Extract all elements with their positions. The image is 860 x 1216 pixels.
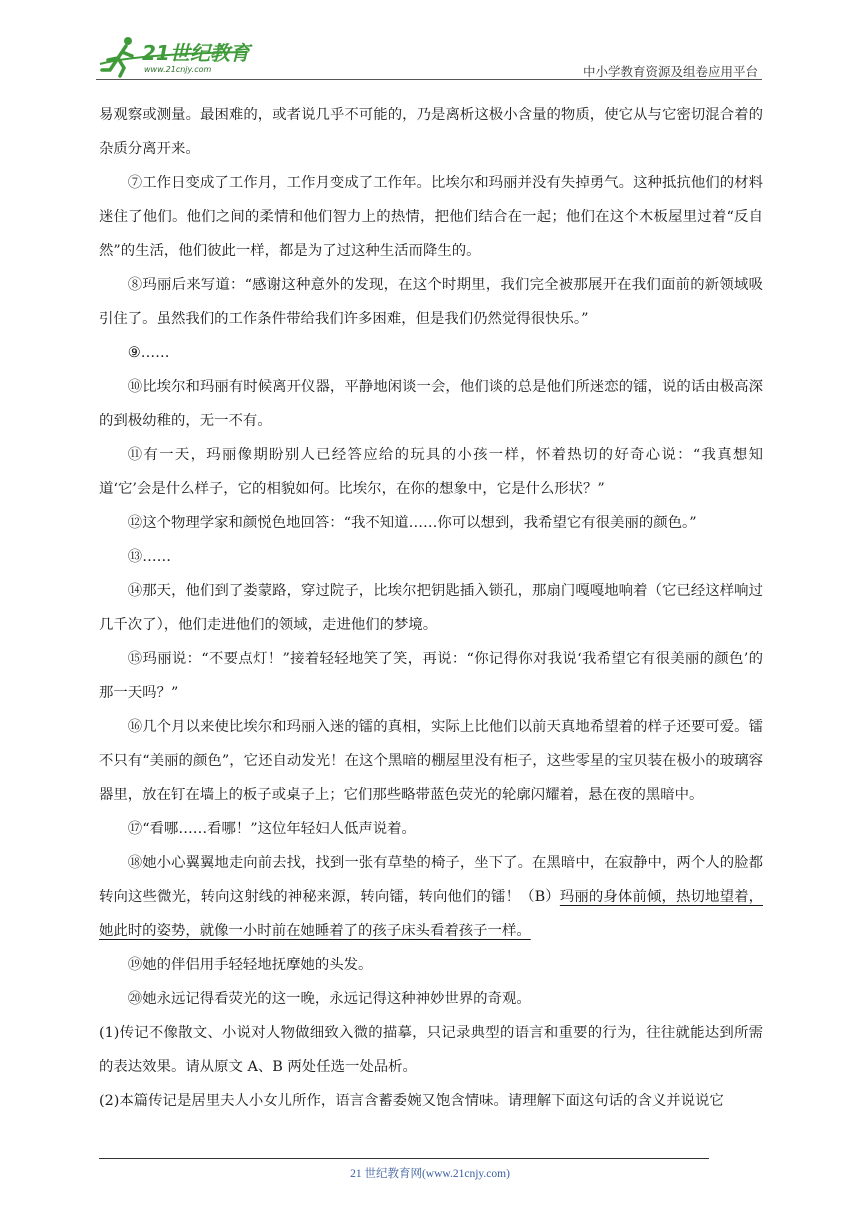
paragraph: ⑩比埃尔和玛丽有时候离开仪器，平静地闲谈一会，他们谈的总是他们所迷恋的镭，说的话由极高深的到极幼稚的，无一不有。 — [99, 379, 763, 429]
page-header — [96, 34, 762, 80]
question-2: (2)本篇传记是居里夫人小女儿所作，语言含蓄委婉又饱含情味。请理解下面这句话的含义并说说它 — [99, 1093, 724, 1109]
paragraph: ⑫这个物理学家和颜悦色地回答：“我不知道……你可以想到，我希望它有很美丽的颜色。” — [127, 515, 697, 531]
paragraph: ⑨…… — [127, 345, 170, 361]
footer-divider — [99, 1158, 709, 1159]
footer-text: 21 世纪教育网(www.21cnjy.com) — [350, 1168, 510, 1180]
paragraph: ⑯几个月以来使比埃尔和玛丽入迷的镭的真相，实际上比他们以前天真地希望着的样子还要可爱。镭不只有“美丽的颜色”，它还自动发光！在这个黑暗的棚屋里没有柜子，这些零星的宝贝装在极小的玻璃容器里，放在钉在墙上的板子或桌子上；它们那些略带蓝色荧光的轮廓闪耀着，悬在夜的黑暗中。 — [99, 719, 763, 803]
logo-icon — [96, 34, 256, 78]
underlined-sentence-b: 玛丽的身体前倾，热切地望着，她此时的姿势，就像一小时前在她睡着了的孩子床头看着孩子一样。 — [99, 889, 763, 939]
paragraph-text: ⑱她小心翼翼地走向前去找，找到一张有草垫的椅子，坐下了。在黑暗中，在寂静中，两个人的脸都转向这些微光，转向这射线的神秘来源，转向镭，转向他们的镭！（B） — [99, 855, 763, 905]
paragraph: ⑰“看哪……看哪！”这位年轻妇人低声说着。 — [127, 821, 416, 837]
paragraph: ⑧玛丽后来写道：“感谢这种意外的发现，在这个时期里，我们完全被那展开在我们面前的新领域吸引住了。虽然我们的工作条件带给我们许多困难，但是我们仍然觉得很快乐。” — [99, 277, 763, 327]
paragraph: 易观察或测量。最困难的，或者说几乎不可能的，乃是离析这极小含量的物质，使它从与它密切混合着的杂质分离开来。 — [99, 107, 763, 157]
header-divider — [96, 79, 762, 80]
paragraph: ⑳她永远记得看荧光的这一晚，永远记得这种神妙世界的奇观。 — [127, 991, 531, 1007]
paragraph: ⑭那天，他们到了娄蒙路，穿过院子，比埃尔把钥匙插入锁孔，那扇门嘎嘎地响着（它已经这样响过几千次了），他们走进他们的领域，走进他们的梦境。 — [99, 583, 763, 633]
article-body — [99, 98, 763, 1118]
paragraph: ⑬…… — [127, 549, 171, 565]
paragraph: ⑪有一天，玛丽像期盼别人已经答应给的玩具的小孩一样，怀着热切的好奇心说：“我真想知道‘它’会是什么样子，它的相貌如何。比埃尔，在你的想象中，它是什么形状？” — [99, 447, 763, 497]
paragraph-18 — [99, 846, 763, 948]
question-1: (1)传记不像散文、小说对人物做细致入微的描摹，只记录典型的语言和重要的行为，往往就能达到所需的表达效果。请从原文 A、B 两处任选一处品析。 — [99, 1025, 763, 1075]
paragraph: ⑦工作日变成了工作月，工作月变成了工作年。比埃尔和玛丽并没有失掉勇气。这种抵抗他们的材料迷住了他们。他们之间的柔情和他们智力上的热情，把他们结合在一起；他们在这个木板屋里过着“反自然”的生活，他们彼此一样，都是为了过这种生活而降生的。 — [99, 175, 763, 259]
paragraph: ⑲她的伴侣用手轻轻地抚摩她的头发。 — [127, 957, 373, 973]
svg-text:www.21cnjy.com: www.21cnjy.com — [144, 65, 212, 74]
site-title: 中小学教育资源及组卷应用平台 — [582, 64, 758, 79]
svg-text:21世纪教育: 21世纪教育 — [142, 41, 250, 65]
paragraph: ⑮玛丽说：“不要点灯！”接着轻轻地笑了笑，再说：“你记得你对我说‘我希望它有很美丽的颜色’的那一天吗？” — [99, 651, 763, 701]
